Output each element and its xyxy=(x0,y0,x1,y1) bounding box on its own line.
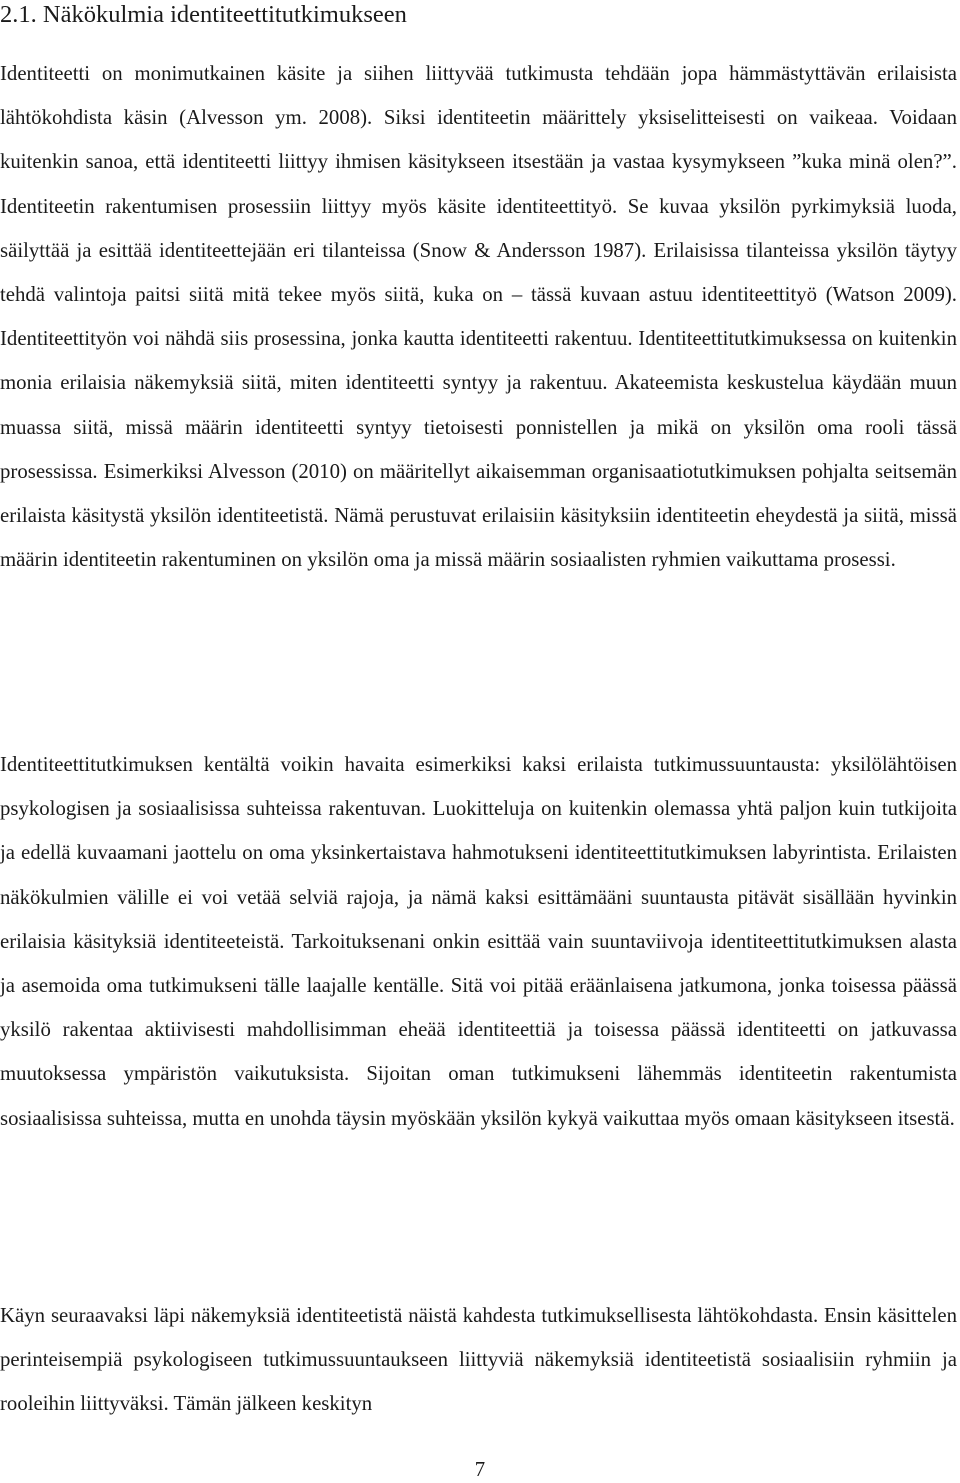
paragraph-research-orientations: Identiteettitutkimuksen kentältä voikin havaita esimerkiksi kaksi erilaista tutkimussuuntausta: yksilölähtöisen psykologisen ja sosiaalisissa suhteissa rakentuvan. Luokitteluja on kuitenkin olemassa yhtä paljon kuin tutkijoita ja edellä kuvaamani jaottelu on oma yksinkertaistava hahmotukseni identiteettitutkimuksen labyrintista. Erilaisten näkökulmien välille ei voi vetää selviä rajoja, ja nämä kaksi esittämääni suuntausta pitävät sisällään hyvinkin erilaisia käsityksiä identiteeteistä. Tarkoituksenani onkin esittää vain suuntaviivoja identiteettitutkimuksen alasta ja asemoida oma tutkimukseni tälle laajalle kentälle. Sitä voi pitää eräänlaisena jatkumona, jonka toisessa päässä yksilö rakentaa aktiivisesti mahdollisimman eheää identiteettiä ja toisessa päässä identiteetti on jatkuvassa muutoksessa ympäristön vaikutuksista. Sijoitan oman tutkimukseni lähemmäs identiteetin rakentumista sosiaalisissa suhteissa, mutta en unohda täysin myöskään yksilön kykyä vaikuttaa myös omaan käsitykseen itsestä. xyxy=(0,753,957,1130)
paragraph-next-steps: Käyn seuraavaksi läpi näkemyksiä identiteetistä näistä kahdesta tutkimuksellisesta lähtökohdasta. Ensin käsittelen perinteisempiä psykologiseen tutkimussuuntaukseen liittyviä näkemyksiä identiteetistä sosiaalisiin ryhmiin ja rooleihin liittyväksi. Tämän jälkeen keskityn xyxy=(0,1304,957,1416)
page-number: 7 xyxy=(474,1458,486,1481)
paragraph-identity-concept: Identiteetti on monimutkainen käsite ja siihen liittyvää tutkimusta tehdään jopa hämmästyttävän erilaisista lähtökohdista käsin (Alvesson ym. 2008). Siksi identiteetin määrittely yksiselitteisesti on vaikeaa. Voidaan kuitenkin sanoa, että identiteetti liittyy ihmisen käsitykseen itsestään ja vastaa kysymykseen ”kuka minä olen?”. Identiteetin rakentumisen prosessiin liittyy myös käsite identiteettityö. Se kuvaa yksilön pyrkimyksiä luoda, säilyttää ja esittää identiteettejään eri tilanteissa (Snow & Andersson 1987). Erilaisissa tilanteissa yksilön täytyy tehdä valintoja paitsi siitä mitä tekee myös siitä, kuka on – tässä kuvaan astuu identiteettityö (Watson 2009). Identiteettityön voi nähdä siis prosessina, jonka kautta identiteetti rakentuu. Identiteettitutkimuksessa on kuitenkin monia erilaisia näkemyksiä siitä, miten identiteetti syntyy ja rakentuu. Akateemista keskustelua käydään muun muassa siitä, missä määrin identiteetti syntyy tietoisesti ponnistellen ja mikä on yksilön oma rooli tässä prosessissa. Esimerkiksi Alvesson (2010) on määritellyt aikaisemman organisaatiotutkimuksen pohjalta seitsemän erilaista käsitystä yksilön identiteetistä. Nämä perustuvat erilaisiin käsityksiin identiteetin eheydestä ja siitä, missä määrin identiteetin rakentuminen on yksilön oma ja missä määrin sosiaalisten ryhmien vaikuttama prosessi. xyxy=(0,62,957,572)
section-heading: 2.1. Näkökulmia identiteettitutkimukseen xyxy=(0,1,407,28)
